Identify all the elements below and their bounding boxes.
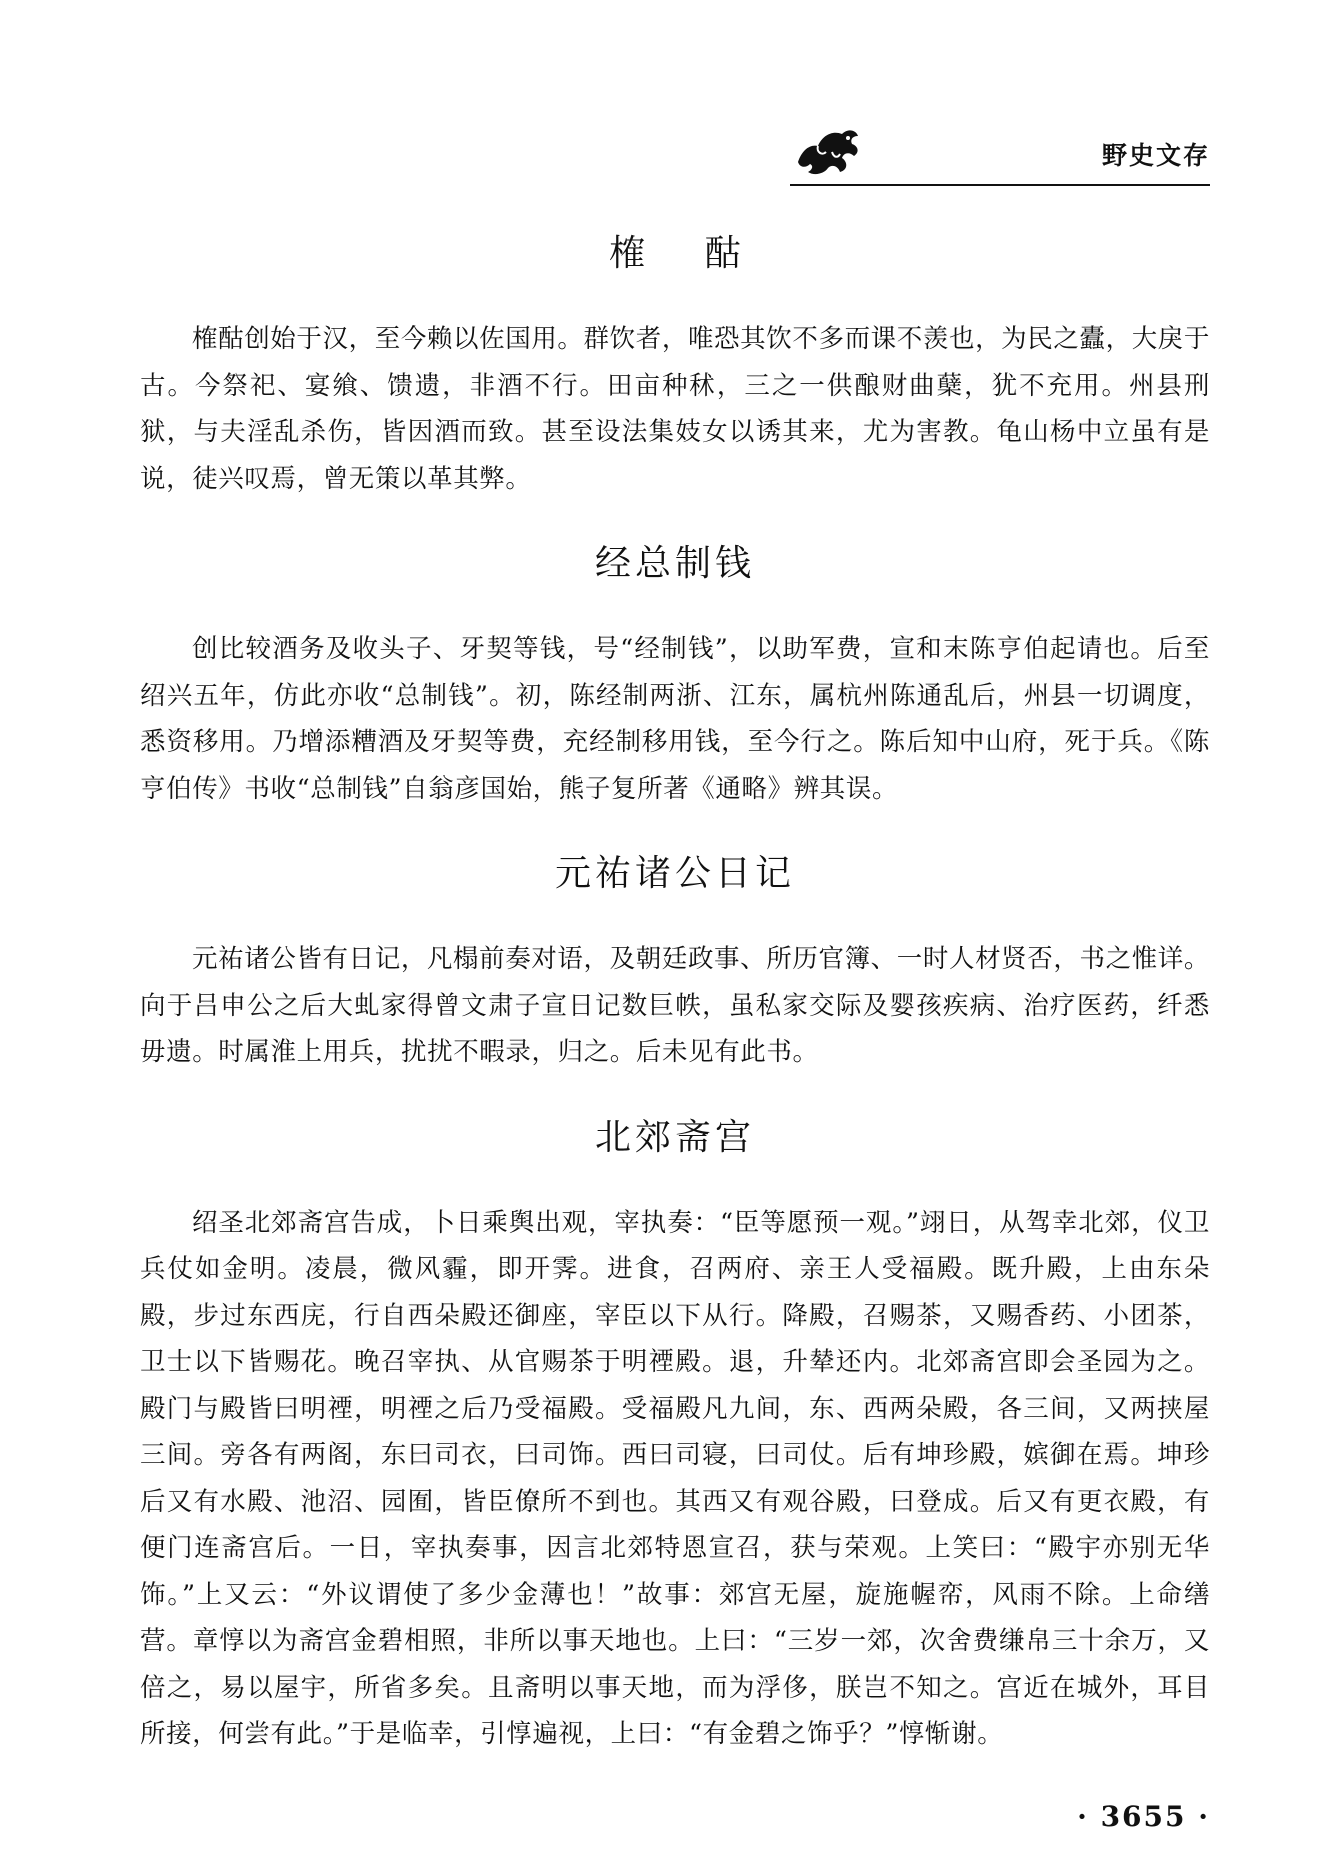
series-title: 野史文存 [1101,141,1210,170]
page-number: · 3655 · [1077,1800,1210,1833]
header-rule [790,184,1210,186]
section-paragraph: 创比较酒务及收头子、牙契等钱，号“经制钱”，以助军费，宣和末陈亨伯起请也。后至绍兴五年，仿此亦收“总制钱”。初，陈经制两浙、江东，属杭州陈通乱后，州县一切调度，悉资移用。乃增添糟酒及牙契等费，充经制移用钱，至今行之。陈后知中山府，死于兵。《陈亨伯传》书收“总制钱”自翁彦国始，熊子复所著《通略》辨其误。 [140,634,1210,804]
dragon-emblem-icon [792,122,864,180]
section-title: 北郊斋宫 [594,1116,755,1158]
section-que-gu [140,230,1210,502]
section-bei-jiao-zhai-gong [140,1114,1210,1758]
section-paragraph: 榷酤创始于汉，至今赖以佐国用。群饮者，唯恐其饮不多而课不羡也，为民之蠹，大戾于古。今祭祀、宴飨、馈遗，非酒不行。田亩种秫，三之一供酿财曲蘖，犹不充用。州县刑狱，与夫淫乱杀伤，皆因酒而致。甚至设法集妓女以诱其来，尤为害教。龟山杨中立虽有是说，徒兴叹焉，曾无策以革其弊。 [140,324,1210,494]
page-content [140,230,1210,1796]
section-jing-zong-zhi-qian [140,540,1210,812]
running-header [790,118,1210,186]
section-paragraph: 绍圣北郊斋宫告成，卜日乘舆出观，宰执奏：“臣等愿预一观。”翊日，从驾幸北郊，仪卫兵仗如金明。凌晨，微风霾，即开霁。进食，召两府、亲王人受福殿。既升殿，上由东朵殿，步过东西庑，行自西朵殿还御座，宰臣以下从行。降殿，召赐茶，又赐香药、小团茶，卫士以下皆赐花。晚召宰执、从官赐茶于明禋殿。退，升辇还内。北郊斋宫即会圣园为之。殿门与殿皆曰明禋，明禋之后乃受福殿。受福殿凡九间，东、西两朵殿，各三间，又两挟屋三间。旁各有两阁，东曰司衣，曰司饰。西曰司寝，曰司仗。后有坤珍殿，嫔御在焉。坤珍后又有水殿、池沼、园囿，皆臣僚所不到也。其西又有观谷殿，曰登成。后又有更衣殿，有便门连斋宫后。一日，宰执奏事，因言北郊特恩宣召，获与荣观。上笑曰：“殿宇亦别无华饰。”上又云：“外议谓使了多少金薄也！”故事：郊宫无屋，旋施幄帟，风雨不除。上命缮营。章惇以为斋宫金碧相照，非所以事天地也。上曰：“三岁一郊，次舍费缣帛三十余万，又倍之，易以屋宇，所省多矣。且斋明以事天地，而为浮侈，朕岂不知之。宫近在城外，耳目所接，何尝有此。”于是临幸，引惇遍视，上曰：“有金碧之饰乎？”惇惭谢。 [140,1207,1210,1749]
section-title: 榷 酤 [609,233,765,274]
section-title: 经总制钱 [594,543,755,584]
section-yuan-you-zhu-gong-ri-ji [140,850,1210,1076]
section-title: 元祐诸公日记 [554,853,795,894]
section-paragraph: 元祐诸公皆有日记，凡榻前奏对语，及朝廷政事、所历官簿、一时人材贤否，书之惟详。向于吕申公之后大虬家得曾文肃子宣日记数巨帙，虽私家交际及婴孩疾病、治疗医药，纤悉毋遗。时属淮上用兵，扰扰不暇录，归之。后未见有此书。 [140,944,1210,1067]
